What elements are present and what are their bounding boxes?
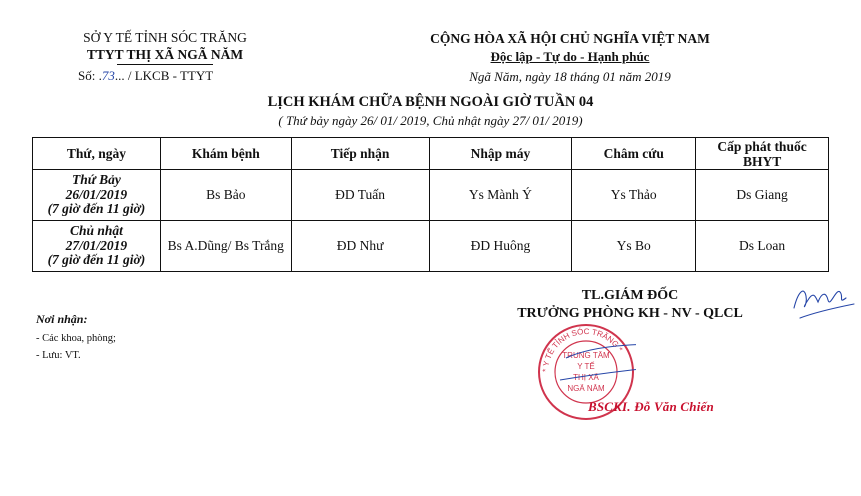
recipients-block — [36, 312, 236, 361]
col-header-data-entry: Nhập máy — [429, 138, 572, 170]
day-cell — [33, 170, 161, 221]
signature-block — [480, 288, 780, 322]
stamp-center-line: NGÃ NĂM — [567, 384, 605, 393]
signer-name: BSCKI. Đỗ Văn Chiến — [588, 399, 714, 414]
pharmacy-cell: Ds Giang — [696, 170, 829, 221]
day-hours: (7 giờ đến 11 giờ) — [47, 201, 146, 217]
recipients-heading: Nơi nhận: — [36, 312, 88, 326]
day-hours: (7 giờ đến 11 giờ) — [47, 252, 146, 268]
national-heading — [410, 31, 730, 85]
data-entry-cell: ĐD Huông — [429, 221, 572, 272]
stamp-center-line: THỊ XÃ — [573, 373, 599, 382]
col-header-exam: Khám bệnh — [160, 138, 291, 170]
acupuncture-cell: Ys Bo — [572, 221, 696, 272]
recipient-item: - Lưu: VT. — [36, 350, 81, 361]
table-row — [33, 170, 829, 221]
day-date: 27/01/2019 — [65, 237, 128, 253]
unit-name: TTYT THỊ XÃ NGÃ NĂM — [86, 47, 244, 62]
document-subtitle: ( Thứ bảy ngày 26/ 01/ 2019, Chủ nhật ngày 27/ 01/ 2019) — [278, 113, 583, 128]
number-handwritten: 73 — [101, 68, 115, 83]
stamp-center-line: TRUNG TÂM — [562, 351, 610, 360]
issuer-block — [50, 30, 280, 84]
data-entry-cell: Ys Mành Ý — [429, 170, 572, 221]
signature-authority: TL.GIÁM ĐỐC — [581, 288, 679, 303]
day-cell — [33, 221, 161, 272]
exam-cell: Bs A.Dũng/ Bs Trắng — [160, 221, 291, 272]
nation-name: CỘNG HÒA XÃ HỘI CHỦ NGHĨA VIỆT NAM — [430, 31, 710, 46]
day-name: Chủ nhật — [69, 223, 123, 239]
handwritten-signature — [786, 278, 858, 328]
signature-title: TRƯỞNG PHÒNG KH - NV - QLCL — [517, 306, 743, 321]
reception-cell: ĐD Tuấn — [291, 170, 429, 221]
col-header-reception: Tiếp nhận — [291, 138, 429, 170]
col-header-day: Thứ, ngày — [33, 138, 161, 170]
document-number — [50, 68, 280, 84]
day-name: Thứ Bảy — [71, 172, 121, 188]
number-prefix: Số: . — [78, 68, 102, 83]
col-header-acupuncture: Châm cứu — [572, 138, 696, 170]
unit-underline — [117, 64, 213, 65]
stamp-center-line: Y TẾ — [577, 362, 595, 371]
table-row — [33, 221, 829, 272]
place-date: Ngã Năm, ngày 18 tháng 01 năm 2019 — [469, 69, 671, 84]
day-date: 26/01/2019 — [65, 186, 128, 202]
national-motto: Độc lập - Tự do - Hạnh phúc — [490, 49, 650, 64]
schedule-table — [32, 137, 829, 272]
document-title: LỊCH KHÁM CHỮA BỆNH NGOÀI GIỜ TUẦN 04 — [267, 94, 594, 110]
agency-name: SỞ Y TẾ TỈNH SÓC TRĂNG — [83, 30, 247, 45]
acupuncture-cell: Ys Thảo — [572, 170, 696, 221]
stamp-ring-text: * Y TẾ TỈNH SÓC TRĂNG * — [540, 326, 625, 373]
reception-cell: ĐD Như — [291, 221, 429, 272]
number-suffix: ... / LKCB - TTYT — [114, 68, 214, 83]
pharmacy-cell: Ds Loan — [696, 221, 829, 272]
table-header-row — [33, 138, 829, 170]
exam-cell: Bs Bảo — [160, 170, 291, 221]
col-header-pharmacy: Cấp phát thuốc BHYT — [696, 138, 829, 170]
recipient-item: - Các khoa, phòng; — [36, 333, 116, 344]
